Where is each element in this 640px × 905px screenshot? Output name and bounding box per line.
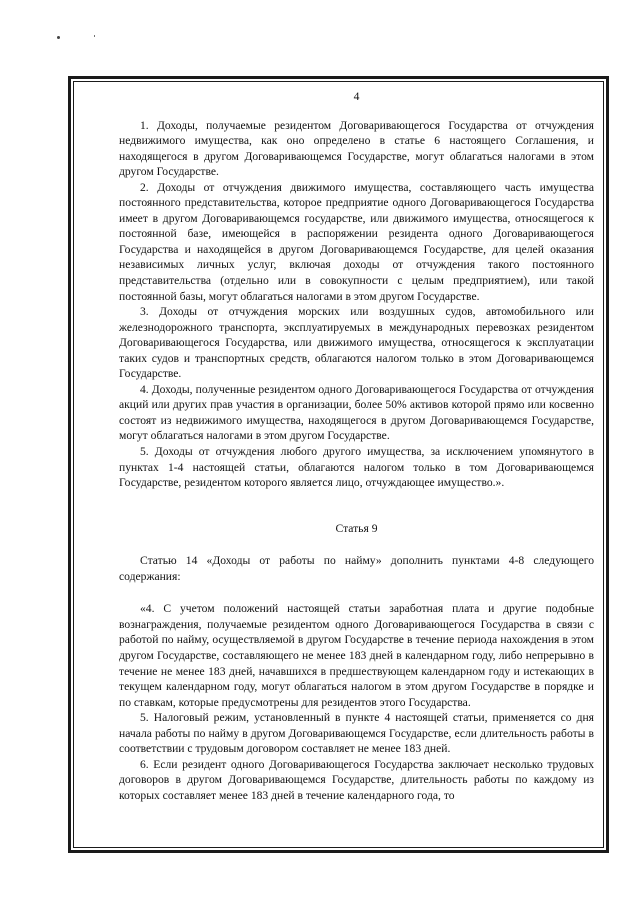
paragraph-6: «4. С учетом положений настоящей статьи заработная плата и другие подобные вознаграждения, получаемые резидентом одного Договаривающегося Государства в связи с работой по найму, осуществляемой в другом Государстве в течение периода нахождения в этом другом Государстве, составляющего не менее 183 дней в календарном году, либо непрерывно в течение не менее 183 дней, начавшихся в предшествующем календарном году и истекающих в текущем календарном году, могут облагаться налогом в этом другом Государстве в порядке и по ставкам, которые предусмотрены для резидентов этого Государства.: [119, 602, 594, 709]
paragraph-5: 5. Доходы от отчуждения любого другого имущества, за исключением упомянутого в пунктах 1-4 настоящей статьи, облагаются налогом только в том Договаривающемся Государстве, резидентом которого является лицо, отчуждающее имущество.».: [119, 445, 594, 490]
section-title: Статья 9: [335, 521, 378, 535]
section-intro: Статью 14 «Доходы от работы по найму» дополнить пунктами 4-8 следующего содержания:: [119, 554, 594, 583]
page-number: 4: [353, 90, 360, 103]
paragraph-3: 3. Доходы от отчуждения морских или воздушных судов, автомобильного или железнодорожного транспорта, эксплуатируемых в международных перевозках резидентом Договаривающегося Государства, или движимого имущества, относящегося к эксплуатации таких судов и транспортных средств, облагаются налогом только в этом Договаривающемся Государстве.: [119, 305, 594, 381]
document-body: [119, 89, 594, 803]
paragraph-4: 4. Доходы, полученные резидентом одного Договаривающегося Государства от отчуждения акций или других прав участия в организации, более 50% активов которой прямо или косвенно состоят из недвижимого имущества, находящегося в другом Договаривающемся Государстве, могут облагаться налогами в этом другом Государстве.: [119, 382, 594, 443]
paragraph-2: 2. Доходы от отчуждения движимого имущества, составляющего часть имущества постоянного представительства, которое предприятие одного Договаривающегося Государства имеет в другом Договаривающемся государстве, или движимого имущества, относящегося к постоянной базе, имеющейся в распоряжении резидента одного Договаривающегося Государства и находящейся в другом Договаривающемся Государстве, для целей оказания независимых личных услуг, включая доходы от отчуждения такого постоянного представительства (отдельно или в совокупности с целым предприятием), или такой постоянной базы, могут облагаться налогами в этом другом Государстве.: [119, 180, 594, 303]
paragraph-7: 5. Налоговый режим, установленный в пункте 4 настоящей статьи, применяется со дня начала работы по найму в другом Договаривающемся Государстве, если длительность работы в соответствии с трудовым договором составляет не менее 183 дней.: [119, 711, 594, 756]
paragraph-1: 1. Доходы, получаемые резидентом Договаривающегося Государства от отчуждения недвижимого имущества, как оно определено в статье 6 настоящего Соглашения, и находящегося в другом Договаривающемся Государстве, могут облагаться налогами в этом другом Государстве.: [119, 118, 594, 179]
paragraph-8: 6. Если резидент одного Договаривающегося Государства заключает несколько трудовых договоров в другом Договаривающемся Государстве, длительность работы по каждому из которых составляет менее 183 дней в течение календарного года, то: [119, 757, 594, 802]
scan-speck: [57, 36, 60, 39]
scan-speck: [94, 35, 95, 37]
